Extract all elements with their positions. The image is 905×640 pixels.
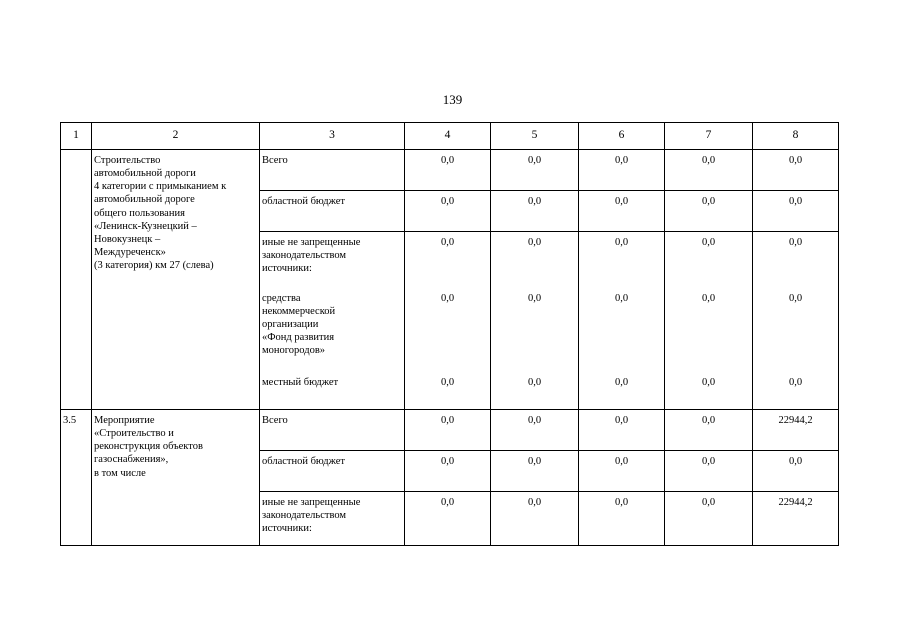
funding-table (60, 122, 839, 546)
value-cell: 0,0 (665, 410, 753, 451)
value-cell: 0,0 (491, 451, 579, 492)
column-header: 6 (579, 123, 665, 150)
value-cell: 0,0 (753, 288, 839, 372)
value-cell: 0,0 (405, 191, 491, 232)
value-cell: 0,0 (753, 150, 839, 191)
column-header: 5 (491, 123, 579, 150)
value-cell: 0,0 (665, 191, 753, 232)
value-cell: 0,0 (665, 150, 753, 191)
column-header: 4 (405, 123, 491, 150)
column-header: 8 (753, 123, 839, 150)
funding-source: средства некоммерческой организации «Фонд развития моногородов» (260, 288, 405, 372)
value-cell: 0,0 (579, 288, 665, 372)
page-number: 139 (442, 92, 463, 107)
value-cell: 0,0 (405, 150, 491, 191)
value-cell: 22944,2 (753, 492, 839, 546)
value-cell: 0,0 (405, 372, 491, 410)
funding-source: областной бюджет (260, 191, 405, 232)
column-header: 2 (92, 123, 260, 150)
column-header: 3 (260, 123, 405, 150)
value-cell: 0,0 (491, 232, 579, 288)
value-cell: 0,0 (491, 150, 579, 191)
table-header-row (61, 123, 839, 150)
value-cell: 0,0 (665, 492, 753, 546)
table-row (61, 410, 839, 451)
funding-source: местный бюджет (260, 372, 405, 410)
funding-source: иные не запрещенные законодательством источники: (260, 492, 405, 546)
value-cell: 0,0 (405, 232, 491, 288)
row-index: 3.5 (61, 410, 92, 546)
value-cell: 0,0 (491, 492, 579, 546)
row-index (61, 150, 92, 410)
value-cell: 0,0 (405, 288, 491, 372)
column-header: 1 (61, 123, 92, 150)
measure-name: Строительство автомобильной дороги 4 категории с примыканием к автомобильной дороге общего пользования «Ленинск-Кузнецкий – Новокузнецк – Междуреченск» (3 категория) км 27 (слева) (92, 150, 260, 410)
funding-source: областной бюджет (260, 451, 405, 492)
measure-name: Мероприятие «Строительство и реконструкция объектов газоснабжения», в том числе (92, 410, 260, 546)
value-cell: 0,0 (753, 191, 839, 232)
value-cell: 0,0 (579, 232, 665, 288)
value-cell: 0,0 (579, 150, 665, 191)
value-cell: 0,0 (491, 372, 579, 410)
value-cell: 22944,2 (753, 410, 839, 451)
value-cell: 0,0 (405, 451, 491, 492)
value-cell: 0,0 (665, 372, 753, 410)
value-cell: 0,0 (491, 191, 579, 232)
funding-source: иные не запрещенные законодательством источники: (260, 232, 405, 288)
funding-source: Всего (260, 410, 405, 451)
value-cell: 0,0 (665, 288, 753, 372)
value-cell: 0,0 (665, 451, 753, 492)
value-cell: 0,0 (579, 191, 665, 232)
value-cell: 0,0 (405, 492, 491, 546)
value-cell: 0,0 (405, 410, 491, 451)
value-cell: 0,0 (665, 232, 753, 288)
value-cell: 0,0 (753, 232, 839, 288)
value-cell: 0,0 (491, 410, 579, 451)
table-row (61, 150, 839, 191)
value-cell: 0,0 (579, 492, 665, 546)
value-cell: 0,0 (753, 451, 839, 492)
value-cell: 0,0 (579, 372, 665, 410)
column-header: 7 (665, 123, 753, 150)
value-cell: 0,0 (579, 410, 665, 451)
value-cell: 0,0 (753, 372, 839, 410)
funding-source: Всего (260, 150, 405, 191)
value-cell: 0,0 (579, 451, 665, 492)
value-cell: 0,0 (491, 288, 579, 372)
